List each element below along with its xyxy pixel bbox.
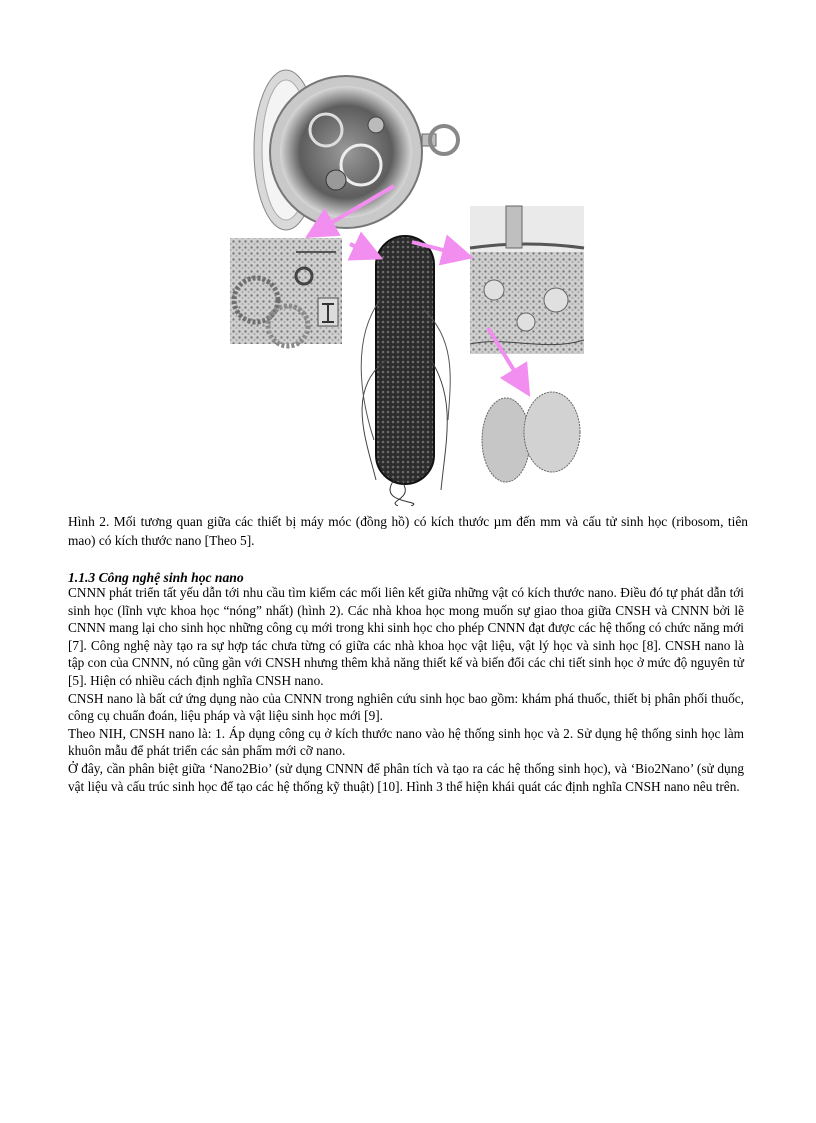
section-body bbox=[68, 584, 744, 795]
figure-caption: Hình 2. Mối tương quan giữa các thiết bị máy móc (đồng hồ) có kích thước µm đến mm và cấu tử sinh học (ribosom, tiên mao) có kích thước nano [Theo 5]. bbox=[68, 514, 748, 548]
ribosome-image bbox=[482, 392, 580, 482]
gears-micrograph-image bbox=[230, 238, 342, 346]
bacterium-image bbox=[361, 236, 450, 506]
membrane-section-image bbox=[470, 206, 584, 354]
paragraph: CNNN phát triển tất yếu dẫn tới nhu cầu tìm kiếm các mối liên kết giữa những vật có kích thước nano. Điều đó tự phát dẫn tới sinh học (lĩnh vực khoa học “nóng” nhất) (hình 2). Các nhà khoa học mong muốn sự giao thoa giữa CNSH và CNNN bởi lẽ CNNN mang lại cho sinh học những công cụ mới trong khi sinh học cho phép CNNN đạt được các hệ thống có chức năng mới [7]. Công nghệ này tạo ra sự hợp tác chưa từng có giữa các nhà khoa học vật liệu, vật lý học và sinh học [8]. CNSH nano là tập con của CNNN, nó cũng gần với CNSH nhưng thêm khả năng thiết kế và biến đổi các chi tiết sinh học ở mức độ nguyên tử [5]. Hiện có nhiều cách định nghĩa CNSH nano. bbox=[68, 585, 745, 688]
section-heading: 1.1.3 Công nghệ sinh học nano bbox=[68, 570, 244, 585]
figure-2 bbox=[226, 60, 596, 506]
paragraph: Theo NIH, CNSH nano là: 1. Áp dụng công cụ ở kích thước nano vào hệ thống sinh học và 2. Sử dụng hệ thống sinh học làm khuôn mẫu để phát triển các sản phẩm mới cỡ nano. bbox=[68, 725, 744, 759]
paragraph: Ở đây, cần phân biệt giữa ‘Nano2Bio’ (sử dụng CNNN để phân tích và tạo ra các hệ thống sinh học), và ‘Bio2Nano’ (sử dụng vật liệu và cấu trúc sinh học để tạo các hệ thống kỹ thuật) [10]. Hình 3 thể hiện khái quát các định nghĩa CNSH nano nêu trên. bbox=[68, 760, 744, 794]
paragraph: CNSH nano là bất cứ ứng dụng nào của CNNN trong nghiên cứu sinh học bao gồm: khám phá thuốc, thiết bị phân phối thuốc, công cụ chuẩn đoán, liệu pháp và vật liệu sinh học mới [9]. bbox=[68, 690, 744, 724]
